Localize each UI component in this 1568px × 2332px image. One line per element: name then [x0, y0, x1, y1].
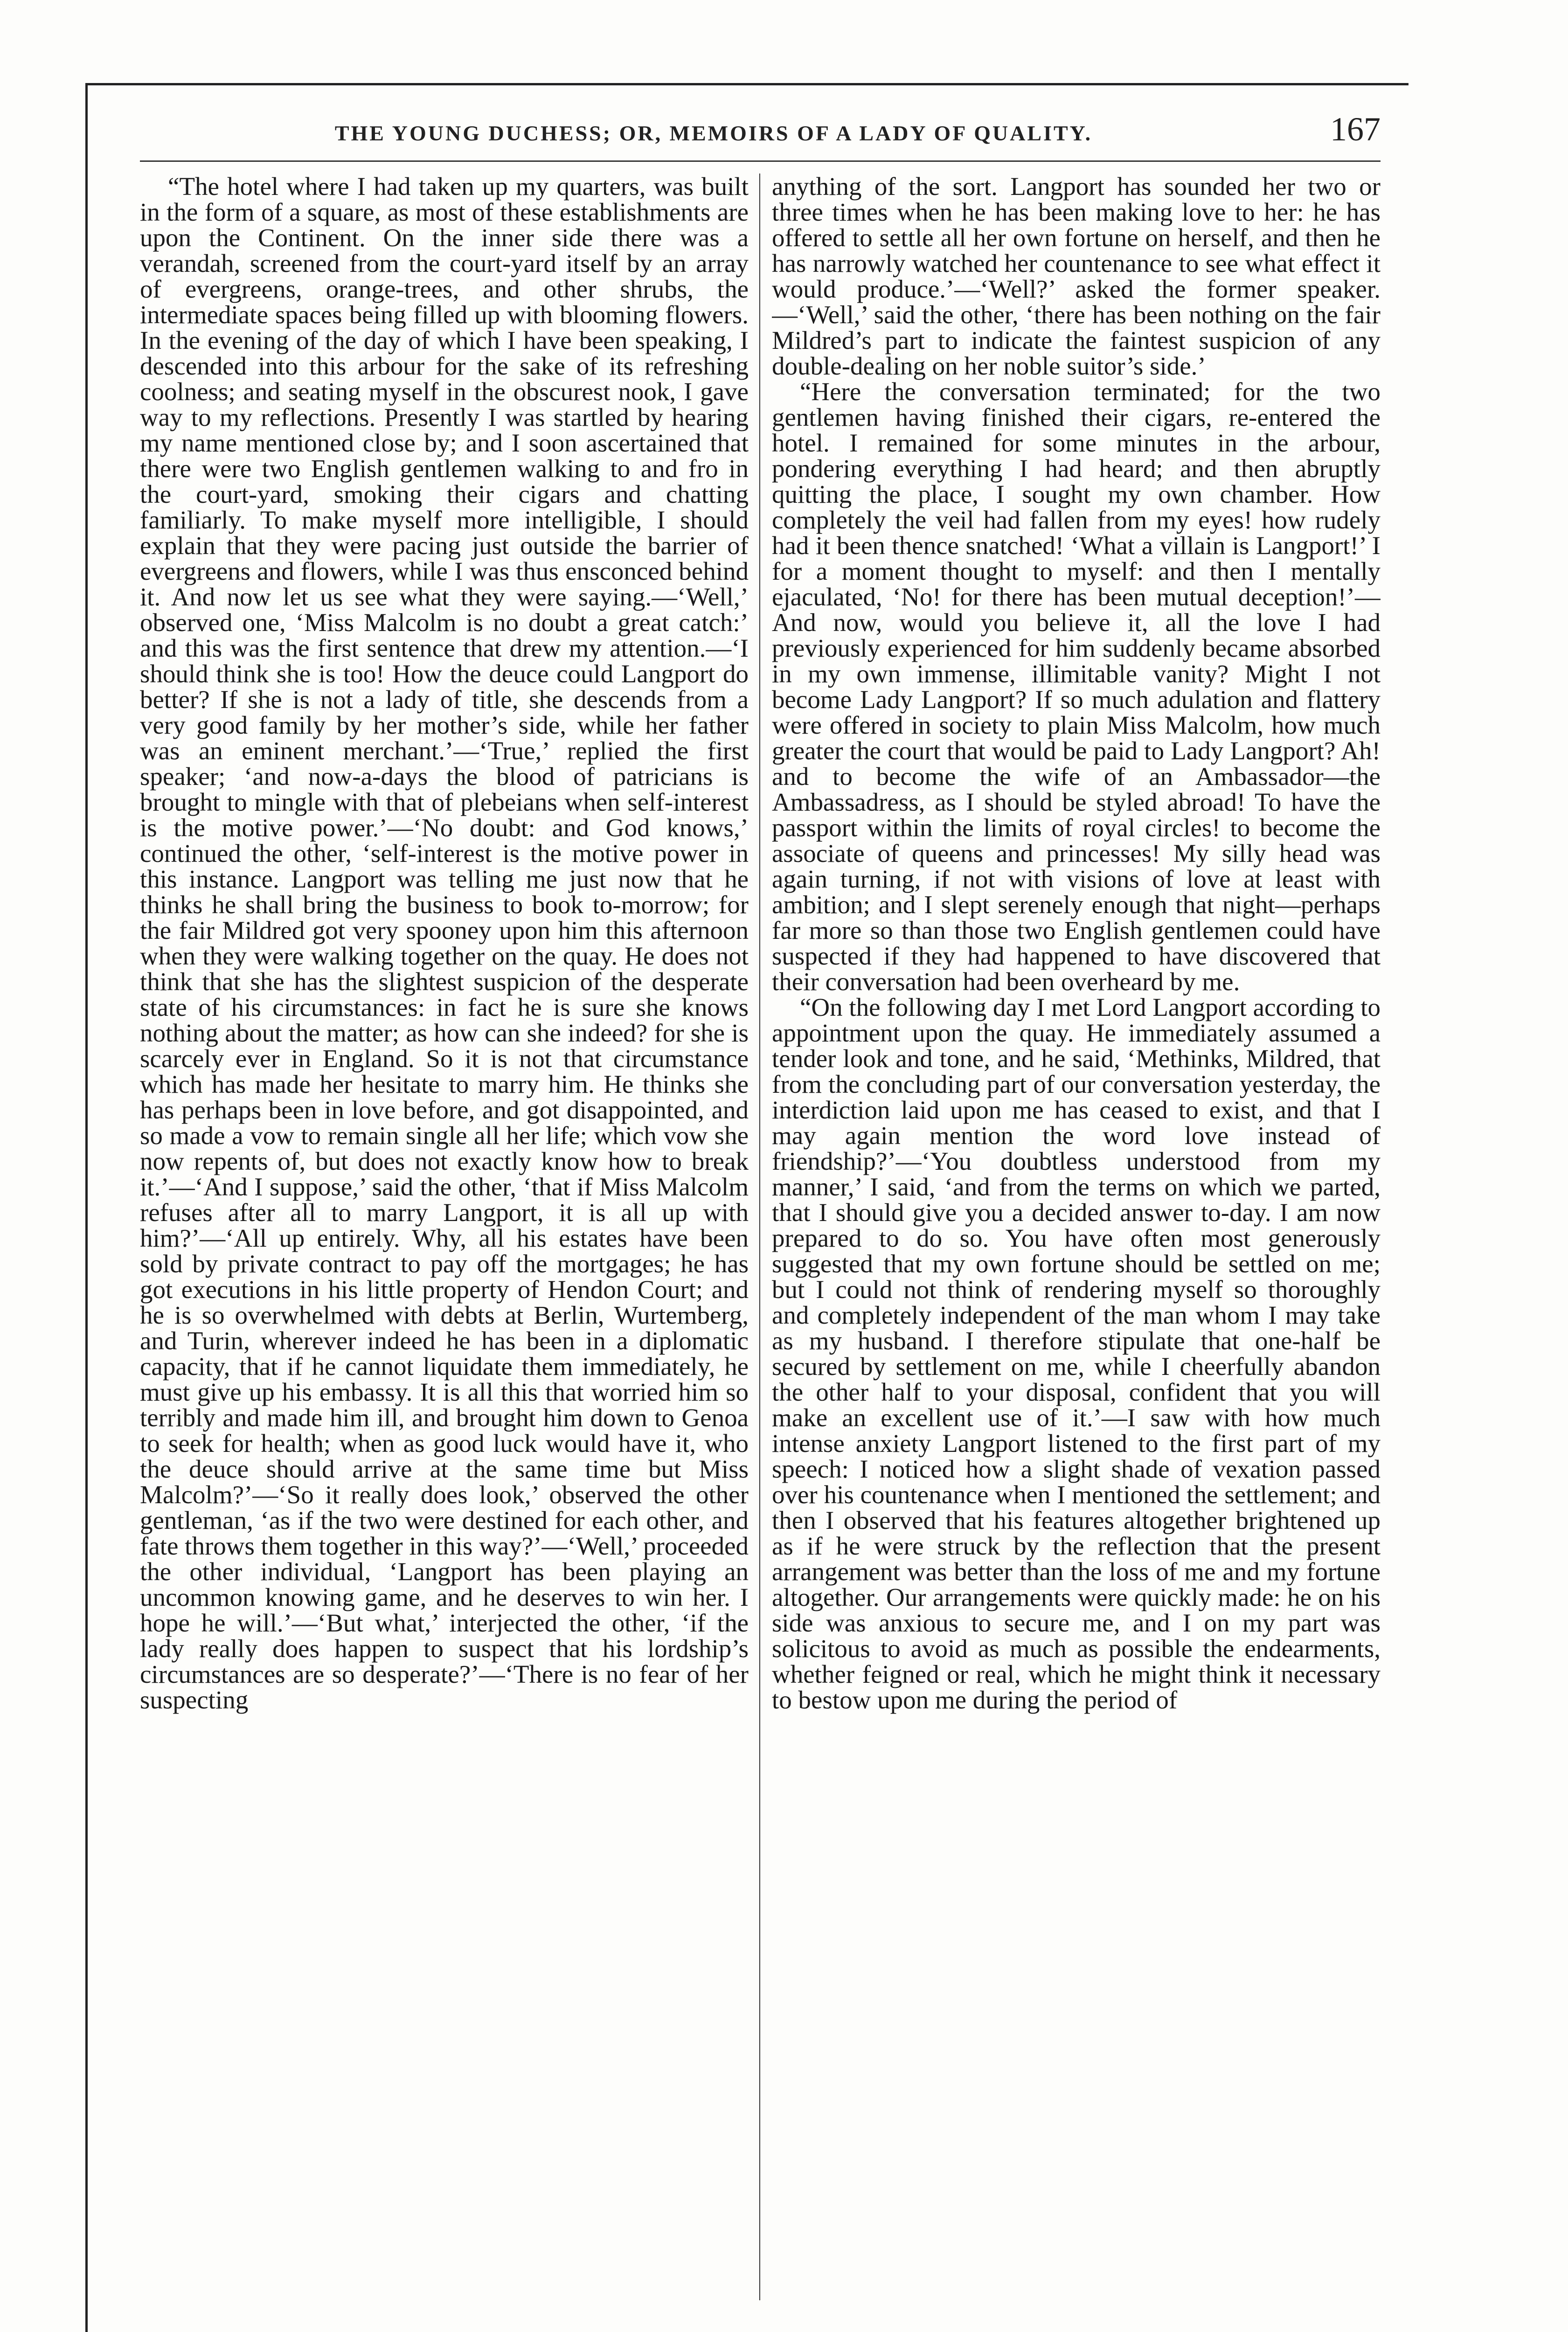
column-divider: [759, 174, 760, 2300]
border-top: [86, 83, 1408, 85]
border-left: [85, 83, 88, 2332]
paragraph: “On the following day I met Lord Langport according to appointment upon the quay. He immediately assumed a tender look and tone, and he said, ‘Methinks, Mildred, that from the concluding part of our conversation yesterday, the interdiction laid upon me has ceased to exist, and that I may again mention the word love instead of friendship?’—‘You doubtless understood from my manner,’ I said, ‘and from the terms on which we parted, that I should give you a decided answer to-day. I am now prepared to do so. You have often most generously suggested that my own fortune should be settled on me; but I could not think of rendering myself so thoroughly and completely independent of the man whom I may take as my husband. I therefore stipulate that one-half be secured by settlement on me, while I cheerfully abandon the other half to your disposal, confident that you will make an excellent use of it.’—I saw with how much intense anxiety Langport listened to the first part of my speech: I noticed how a slight shade of vexation passed over his countenance when I mentioned the settlement; and then I observed that his features altogether brightened up as if he were struck by the reflection that the present arrangement was better than the loss of me and my fortune altogether. Our arrangements were quickly made: he on his side was anxious to secure me, and I on my part was solicitous to avoid as much as possible the endearments, whether feigned or real, which he might think it necessary to bestow upon me during the period of: [772, 993, 1381, 1714]
paragraph-continuation: anything of the sort. Langport has sounded her two or three times when he has been making love to her: he has offered to settle all her own fortune on herself, and then he has narrowly watched her countenance to see what effect it would produce.’—‘Well?’ asked the former speaker.—‘Well,’ said the other, ‘there has been nothing on the fair Mildred’s part to indicate the faintest suspicion of any double-dealing on her noble suitor’s side.’: [772, 174, 1381, 380]
paragraph: “The hotel where I had taken up my quarters, was built in the form of a square, as most of these establishments are upon the Continent. On the inner side there was a verandah, screened from the court-yard itself by an array of evergreens, orange-trees, and other shrubs, the intermediate spaces being filled up with blooming flowers. In the evening of the day of which I have been speaking, I descended into this arbour for the sake of its refreshing coolness; and seating myself in the obscurest nook, I gave way to my reflections. Presently I was startled by hearing my name mentioned close by; and I soon ascertained that there were two English gentlemen walking to and fro in the court-yard, smoking their cigars and chatting familiarly. To make myself more intelligible, I should explain that they were pacing just outside the barrier of evergreens and flowers, while I was thus ensconced behind it. And now let us see what they were saying.—‘Well,’ observed one, ‘Miss Malcolm is no doubt a great catch:’ and this was the first sentence that drew my attention.—‘I should think she is too! How the deuce could Langport do better? If she is not a lady of title, she descends from a very good family by her mother’s side, while her father was an eminent merchant.’—‘True,’ replied the first speaker; ‘and now-a-days the blood of patricians is brought to mingle with that of plebeians when self-interest is the motive power.’—‘No doubt: and God knows,’ continued the other, ‘self-interest is the motive power in this instance. Langport was telling me just now that he thinks he shall bring the business to book to-morrow; for the fair Mildred got very spooney upon him this afternoon when they were walking together on the quay. He does not think that she has the slightest suspicion of the desperate state of his circumstances: in fact he is sure she knows nothing about the matter; as how can she indeed? for she is scarcely ever in England. So it is not that circumstance which has made her hesitate to marry him. He thinks she has perhaps been in love before, and got disappointed, and so made a vow to remain single all her life; which vow she now repents of, but does not exactly know how to break it.’—‘And I suppose,’ said the other, ‘that if Miss Malcolm refuses after all to marry Langport, it is all up with him?’—‘All up entirely. Why, all his estates have been sold by private contract to pay off the mortgages; he has got executions in his little property of Hendon Court; and he is so overwhelmed with debts at Berlin, Wurtemberg, and Turin, wherever indeed he has been in a diplomatic capacity, that if he cannot liquidate them immediately, he must give up his embassy. It is all this that worried him so terribly and made him ill, and brought him down to Genoa to seek for health; when as good luck would have it, who the deuce should arrive at the same time but Miss Malcolm?’—‘So it really does look,’ observed the other gentleman, ‘as if the two were destined for each other, and fate throws them together in this way?’—‘Well,’ proceeded the other individual, ‘Langport has been playing an uncommon knowing game, and he deserves to win her. I hope he will.’—‘But what,’ interjected the other, ‘if the lady really does happen to suspect that his lordship’s circumstances are so desperate?’—‘There is no fear of her suspecting: [140, 174, 749, 1714]
running-title: THE YOUNG DUCHESS; OR, MEMOIRS OF A LADY OF QUALITY.: [334, 121, 1093, 145]
header-rule: [140, 160, 1381, 162]
text-column-left: [140, 174, 749, 2300]
text-column-right: [772, 174, 1381, 2300]
paragraph: “Here the conversation terminated; for the two gentlemen having finished their cigars, re-entered the hotel. I remained for some minutes in the arbour, pondering everything I had heard; and then abruptly quitting the place, I sought my own chamber. How completely the veil had fallen from my eyes! how rudely had it been thence snatched! ‘What a villain is Langport!’ I for a moment thought to myself: and then I mentally ejaculated, ‘No! for there has been mutual deception!’—And now, would you believe it, all the love I had previously experienced for him suddenly became absorbed in my own immense, illimitable vanity? Might I not become Lady Langport? If so much adulation and flattery were offered in society to plain Miss Malcolm, how much greater the court that would be paid to Lady Langport? Ah! and to become the wife of an Ambassador—the Ambassadress, as I should be styled abroad! To have the passport within the limits of royal circles! to become the associate of queens and princesses! My silly head was again turning, if not with visions of love at least with ambition; and I slept serenely enough that night—perhaps far more so than those two English gentlemen could have suspected if they had happened to have discovered that their conversation had been overheard by me.: [772, 377, 1381, 996]
page-number: 167: [1330, 111, 1381, 148]
running-header: [140, 110, 1381, 152]
